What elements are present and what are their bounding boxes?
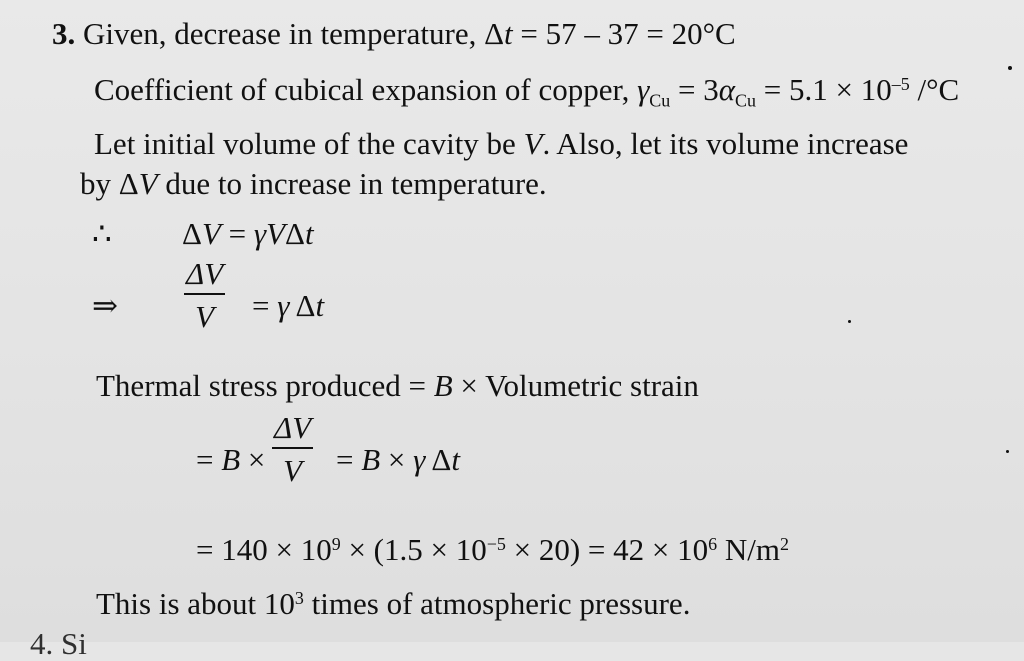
fraction-dv-over-v-2: $\frac{\Delta V}{V}$	[274, 410, 312, 488]
given-text: Given, decrease in temperature,	[83, 16, 485, 51]
therefore-symbol: ∴	[92, 216, 112, 251]
equation-delta-v: ΔV = γVΔt	[182, 216, 314, 251]
implies-symbol: ⇒	[92, 288, 118, 323]
line-conclusion: This is about $10^3$ times of atmospheric pressure.	[96, 586, 691, 621]
equation-stress-lhs: = B ×	[196, 442, 266, 477]
scan-speck	[848, 320, 851, 323]
line-thermal-stress: Thermal stress produced = B × Volumetric strain	[96, 368, 699, 403]
equation-numeric-result: = $140 \times 10^9 \times (1.5 \times 10^{-5} \times 20) = 42 \times 10^6$ $N/m^2$	[196, 532, 789, 567]
fraction-dv-over-v: $\frac{\Delta V}{V}$	[186, 256, 224, 334]
cutoff-next-problem: 4. Si	[30, 626, 87, 661]
line-given: 3. Given, decrease in temperature, Δt = 57 – 37 = 20°C	[52, 16, 736, 51]
scan-speck	[1008, 66, 1012, 70]
equation-stress-rhs: = B × γ Δt	[336, 442, 460, 477]
equation-strain: = γ Δt	[252, 288, 325, 323]
line-volume-increase: by ΔV due to increase in temperature.	[80, 166, 547, 201]
line-coefficient: Coefficient of cubical expansion of copper, $\gamma_{Cu} = 3\alpha_{Cu} = 5.1 \times 10^{-5}$ /°C	[94, 72, 960, 111]
line-initial-volume: Let initial volume of the cavity be V. Also, let its volume increase	[94, 126, 909, 161]
scan-speck	[1006, 450, 1009, 453]
problem-number: 3.	[52, 16, 76, 51]
